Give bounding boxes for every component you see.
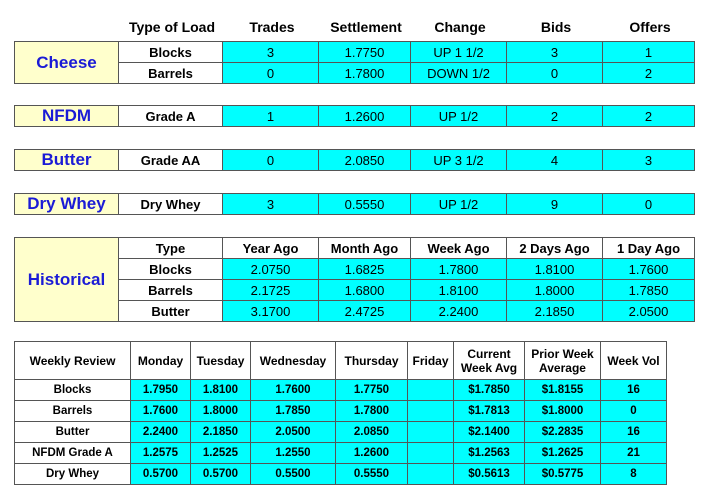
cell-type: Dry Whey <box>15 464 131 485</box>
cell-trades: 0 <box>223 63 319 84</box>
drywhey-label: Dry Whey <box>15 194 119 215</box>
cell-type: Barrels <box>15 401 131 422</box>
nfdm-label: NFDM <box>15 106 119 127</box>
column-header: Week Ago <box>411 238 507 259</box>
cell-trades: 3 <box>223 42 319 63</box>
table-row <box>15 194 695 215</box>
cell-value: $2.2835 <box>525 422 601 443</box>
header-settlement: Settlement <box>330 19 402 35</box>
cell-value: 8 <box>601 464 667 485</box>
cell-offers: 3 <box>603 150 695 171</box>
cell-value <box>408 401 454 422</box>
cell-value: $1.7813 <box>454 401 525 422</box>
cell-value: 2.1850 <box>191 422 251 443</box>
cell-value: 1.6825 <box>319 259 411 280</box>
cell-settlement: 1.7800 <box>319 63 411 84</box>
weekly-review-title: Weekly Review <box>15 342 131 380</box>
cell-value: 2.0750 <box>223 259 319 280</box>
cell-bids: 0 <box>507 63 603 84</box>
table-header-row <box>15 342 667 380</box>
header-change: Change <box>434 19 486 35</box>
column-header: Year Ago <box>223 238 319 259</box>
cell-offers: 2 <box>603 63 695 84</box>
column-header: Prior Week Average <box>525 342 601 380</box>
table-row <box>15 422 667 443</box>
nfdm-table <box>14 105 695 127</box>
column-header: Friday <box>408 342 454 380</box>
cell-value <box>408 380 454 401</box>
cell-settlement: 0.5550 <box>319 194 411 215</box>
cell-bids: 2 <box>507 106 603 127</box>
cell-value: 2.1850 <box>507 301 603 322</box>
cell-value: 2.2400 <box>411 301 507 322</box>
cell-value: 21 <box>601 443 667 464</box>
cell-trades: 3 <box>223 194 319 215</box>
cell-bids: 4 <box>507 150 603 171</box>
cell-type: Blocks <box>119 42 223 63</box>
historical-table <box>14 237 695 322</box>
cell-value: 2.4725 <box>319 301 411 322</box>
cell-value: 1.7600 <box>251 380 336 401</box>
cell-value: $1.7850 <box>454 380 525 401</box>
cell-type: NFDM Grade A <box>15 443 131 464</box>
cell-change: UP 3 1/2 <box>411 150 507 171</box>
column-header: 2 Days Ago <box>507 238 603 259</box>
header-bids: Bids <box>540 19 572 35</box>
cell-value: 1.2550 <box>251 443 336 464</box>
cell-bids: 9 <box>507 194 603 215</box>
drywhey-table <box>14 193 695 215</box>
cell-value: 1.7850 <box>603 280 695 301</box>
cell-value: 1.7850 <box>251 401 336 422</box>
column-header: Monday <box>131 342 191 380</box>
header-trades: Trades <box>249 19 295 35</box>
cell-value <box>408 422 454 443</box>
cell-value: 2.1725 <box>223 280 319 301</box>
cheese-label: Cheese <box>15 42 119 84</box>
cell-value: 1.7600 <box>603 259 695 280</box>
table-row <box>15 443 667 464</box>
cell-offers: 2 <box>603 106 695 127</box>
cell-value: 1.8100 <box>411 280 507 301</box>
butter-table <box>14 149 695 171</box>
cell-type: Butter <box>119 301 223 322</box>
table-row <box>15 464 667 485</box>
cell-value: 2.2400 <box>131 422 191 443</box>
cell-value: 1.2575 <box>131 443 191 464</box>
cell-change: UP 1/2 <box>411 106 507 127</box>
cell-change: DOWN 1/2 <box>411 63 507 84</box>
cell-value <box>408 443 454 464</box>
header-type-of-load: Type of Load <box>128 19 216 35</box>
cheese-table <box>14 41 695 84</box>
cell-value: $0.5775 <box>525 464 601 485</box>
cell-value: 16 <box>601 422 667 443</box>
cell-value: 1.7750 <box>336 380 408 401</box>
column-header: Tuesday <box>191 342 251 380</box>
cell-settlement: 2.0850 <box>319 150 411 171</box>
cell-type: Blocks <box>15 380 131 401</box>
cell-value: 2.0500 <box>251 422 336 443</box>
cell-value: 2.0850 <box>336 422 408 443</box>
table-row <box>15 150 695 171</box>
cell-value: 1.6800 <box>319 280 411 301</box>
cell-type: Dry Whey <box>119 194 223 215</box>
cell-type: Grade A <box>119 106 223 127</box>
cell-type: Barrels <box>119 280 223 301</box>
cell-value: 1.2600 <box>336 443 408 464</box>
column-header: Week Vol <box>601 342 667 380</box>
cell-value: 1.7800 <box>336 401 408 422</box>
column-header: Thursday <box>336 342 408 380</box>
cell-change: UP 1 1/2 <box>411 42 507 63</box>
cell-offers: 1 <box>603 42 695 63</box>
cell-value: 1.7600 <box>131 401 191 422</box>
cell-value: 1.2525 <box>191 443 251 464</box>
cell-value: $1.2563 <box>454 443 525 464</box>
column-header: Month Ago <box>319 238 411 259</box>
cell-value: 1.8000 <box>191 401 251 422</box>
cell-value: 0.5700 <box>131 464 191 485</box>
column-header: 1 Day Ago <box>603 238 695 259</box>
table-row <box>15 380 667 401</box>
cell-offers: 0 <box>603 194 695 215</box>
table-row <box>15 42 695 63</box>
column-header: Current Week Avg <box>454 342 525 380</box>
cell-value: $0.5613 <box>454 464 525 485</box>
weekly-review-table <box>14 341 667 485</box>
column-header: Type <box>119 238 223 259</box>
cell-type: Blocks <box>119 259 223 280</box>
cell-value: $1.2625 <box>525 443 601 464</box>
cell-trades: 0 <box>223 150 319 171</box>
cell-value: 1.8100 <box>507 259 603 280</box>
cell-value: $1.8155 <box>525 380 601 401</box>
cell-value: 1.8000 <box>507 280 603 301</box>
cell-value: 2.0500 <box>603 301 695 322</box>
cell-value: 0.5550 <box>336 464 408 485</box>
column-header: Wednesday <box>251 342 336 380</box>
cell-value <box>408 464 454 485</box>
cell-settlement: 1.7750 <box>319 42 411 63</box>
cell-value: $1.8000 <box>525 401 601 422</box>
table-row <box>15 401 667 422</box>
cell-type: Grade AA <box>119 150 223 171</box>
cell-type: Barrels <box>119 63 223 84</box>
butter-label: Butter <box>15 150 119 171</box>
cell-value: 1.8100 <box>191 380 251 401</box>
cell-bids: 3 <box>507 42 603 63</box>
cell-value: 0.5500 <box>251 464 336 485</box>
cell-value: 16 <box>601 380 667 401</box>
cell-value: 1.7800 <box>411 259 507 280</box>
table-header-row <box>15 238 695 259</box>
cell-value: 1.7950 <box>131 380 191 401</box>
cell-value: 0 <box>601 401 667 422</box>
cell-settlement: 1.2600 <box>319 106 411 127</box>
cell-trades: 1 <box>223 106 319 127</box>
cell-type: Butter <box>15 422 131 443</box>
table-row <box>15 106 695 127</box>
cell-value: 0.5700 <box>191 464 251 485</box>
cell-change: UP 1/2 <box>411 194 507 215</box>
cell-value: 3.1700 <box>223 301 319 322</box>
historical-label: Historical <box>15 238 119 322</box>
header-offers: Offers <box>629 19 671 35</box>
cell-value: $2.1400 <box>454 422 525 443</box>
